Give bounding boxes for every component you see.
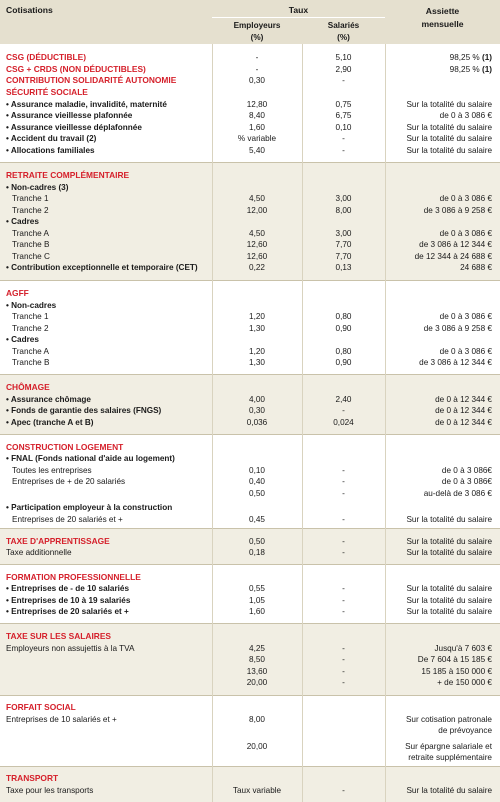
table-row [0, 606, 500, 618]
header-employeurs-unit: (%) [250, 33, 264, 42]
employee-rate: - [342, 678, 345, 687]
row-label: • Non-cadres [6, 300, 57, 310]
monthly-base [385, 346, 492, 358]
row-label: • FNAL (Fonds national d'aide au logement) [6, 454, 175, 463]
table-row [0, 346, 500, 358]
employee-rate: 0,90 [335, 323, 352, 333]
monthly-base-text: Sur la totalité du salaire [406, 536, 492, 546]
table-row [0, 417, 500, 429]
header-employeurs-label: Employeurs [233, 21, 281, 30]
table-row [0, 741, 500, 753]
monthly-base-text: retraite supplémentaire [408, 753, 492, 762]
table-row [0, 453, 500, 465]
table-row [0, 465, 500, 477]
row-label: • Assurance chômage [6, 394, 91, 404]
employee-rate: - [342, 785, 345, 795]
table-row [0, 442, 500, 454]
row-label: • Fonds de garantie des salaires (FNGS) [6, 406, 162, 415]
table-row [0, 75, 500, 87]
employer-rate: 1,05 [249, 595, 265, 605]
table-row [0, 595, 500, 607]
employer-rate: 0,22 [249, 263, 265, 272]
table-row [0, 64, 500, 76]
row-label: • Contribution exceptionnelle et temporaire (CET) [6, 263, 198, 272]
monthly-base [385, 64, 492, 76]
table-row [0, 323, 500, 335]
row-label: • Entreprises de 20 salariés et + [6, 607, 129, 616]
table-row [0, 52, 500, 64]
monthly-base-text: de 0 à 3 086€ [441, 477, 492, 486]
row-label: • Apec (tranche A et B) [6, 417, 94, 427]
employer-rate: 20,00 [246, 741, 268, 751]
employer-rate: 4,00 [249, 394, 265, 404]
row-label: Tranche B [12, 358, 50, 367]
table-row [0, 122, 500, 134]
monthly-base-text: de 3 086 à 9 258 € [423, 323, 492, 333]
monthly-base [385, 536, 492, 548]
row-label: Tranche C [12, 251, 50, 261]
employee-rate: - [342, 666, 345, 676]
table-row [0, 488, 500, 500]
employee-rate: - [342, 134, 345, 143]
row-label: • Cadres [6, 217, 39, 226]
row-label: RETRAITE COMPLÉMENTAIRE [6, 170, 130, 180]
row-label: Tranche 2 [12, 323, 49, 333]
employer-rate: 1,60 [249, 607, 265, 616]
employer-rate: 12,60 [246, 240, 268, 249]
monthly-base [385, 547, 492, 559]
divider [0, 766, 500, 767]
employee-rate: 7,70 [335, 240, 352, 249]
table-row [0, 394, 500, 406]
divider [0, 695, 500, 696]
monthly-base-text: Sur cotisation patronale [405, 714, 492, 724]
employee-rate: - [342, 536, 345, 546]
table-row [0, 170, 500, 182]
table-row [0, 714, 500, 726]
monthly-base [385, 465, 492, 477]
employer-rate: 20,00 [246, 678, 268, 687]
footnote-ref: (1) [479, 64, 492, 74]
monthly-base-text: Sur la totalité du salaire [406, 99, 492, 109]
row-label: TRANSPORT [6, 773, 59, 783]
monthly-base-text: de 0 à 3 086 € [439, 312, 492, 321]
employer-rate: 0,55 [249, 584, 265, 593]
row-label: • Assurance vieillesse déplafonnée [6, 122, 142, 132]
monthly-base-text: 98,25 % [449, 64, 480, 74]
divider [0, 623, 500, 624]
row-label: Tranche B [12, 240, 50, 249]
monthly-base-text: de 0 à 12 344 € [435, 417, 492, 427]
table-row [0, 405, 500, 417]
employee-rate: - [342, 465, 345, 475]
monthly-base [385, 110, 492, 122]
monthly-base [385, 595, 492, 607]
employer-rate: 8,00 [249, 714, 265, 724]
table-header [0, 0, 500, 44]
monthly-base [385, 417, 492, 429]
table-row [0, 547, 500, 559]
row-label: CSG (DÉDUCTIBLE) [6, 52, 87, 62]
employer-rate: 12,60 [246, 251, 268, 261]
employer-rate: 0,30 [249, 406, 265, 415]
header-salaries-label: Salariés [327, 21, 360, 30]
row-label: • Participation employeur à la construction [6, 503, 173, 512]
employer-rate: 0,30 [249, 76, 265, 85]
employee-rate: - [342, 145, 345, 155]
header-assiette [385, 5, 500, 31]
employee-rate: - [342, 76, 345, 85]
employer-rate: 1,30 [249, 358, 265, 367]
monthly-base-text: de 0 à 3 086 € [439, 228, 492, 238]
employee-rate: 0,90 [335, 358, 352, 367]
monthly-base [385, 583, 492, 595]
monthly-base [385, 741, 492, 753]
header-assiette-label: Assiette [425, 6, 460, 16]
monthly-base [385, 654, 492, 666]
monthly-base [385, 714, 492, 726]
employer-rate: 0,40 [249, 477, 265, 486]
row-label: Taxe additionnelle [6, 548, 72, 557]
employee-rate: 5,10 [335, 53, 352, 62]
employee-rate: 2,90 [335, 64, 352, 74]
table-row [0, 99, 500, 111]
table-row [0, 216, 500, 228]
table-row [0, 476, 500, 488]
employee-rate: 7,70 [335, 251, 352, 261]
employer-rate: 0,50 [249, 536, 265, 546]
employee-rate: 6,75 [335, 111, 352, 120]
row-label: CSG + CRDS (NON DÉDUCTIBLES) [6, 63, 146, 74]
table-row [0, 193, 500, 205]
employee-rate: 0,75 [335, 99, 352, 109]
table-row [0, 583, 500, 595]
row-label: • Entreprises de 10 à 19 salariés [6, 595, 131, 605]
row-label: • Non-cadres (3) [6, 182, 69, 192]
employee-rate: 3,00 [335, 228, 352, 238]
monthly-base-text: de 12 344 à 24 688 € [414, 251, 492, 261]
employee-rate: 0,80 [335, 312, 352, 321]
employer-rate: 12,80 [246, 99, 268, 109]
row-label: AGFF [6, 288, 29, 298]
table-row [0, 239, 500, 251]
employee-rate: - [342, 488, 345, 498]
monthly-base [385, 476, 492, 488]
employer-rate: 1,20 [249, 346, 265, 356]
table-row [0, 133, 500, 145]
row-label: SÉCURITÉ SOCIALE [6, 86, 88, 97]
monthly-base [385, 488, 492, 500]
table-row [0, 677, 500, 689]
employee-rate: 0,10 [335, 122, 352, 132]
monthly-base [385, 262, 492, 274]
table-row [0, 773, 500, 785]
row-label: • Assurance vieillesse plafonnée [6, 111, 133, 120]
header-employeurs [212, 20, 302, 44]
monthly-base-text: Sur la totalité du salaire [406, 145, 492, 155]
table-row [0, 785, 500, 797]
employer-rate: % variable [237, 134, 277, 143]
table-row [0, 357, 500, 369]
table-row [0, 251, 500, 263]
divider [0, 374, 500, 375]
employer-rate: 1,30 [249, 323, 265, 333]
employer-rate: 12,00 [246, 205, 268, 215]
table-row [0, 110, 500, 122]
table-row [0, 228, 500, 240]
row-label: • Assurance maladie, invalidité, maternité [6, 99, 167, 109]
employer-rate: 4,50 [249, 228, 265, 238]
monthly-base [385, 725, 492, 737]
row-label: TAXE D'APPRENTISSAGE [6, 535, 110, 546]
table-row [0, 300, 500, 312]
monthly-base-text: de 0 à 3 086 € [439, 111, 492, 120]
monthly-base-text: Sur la totalité du salaire [406, 584, 492, 593]
monthly-base-text: de 0 à 12 344 € [435, 406, 492, 415]
employer-rate: 4,25 [249, 643, 265, 653]
row-label: • Cadres [6, 335, 39, 344]
table-row [0, 631, 500, 643]
monthly-base-text: de prévoyance [438, 726, 492, 735]
monthly-base-text: Jusqu'à 7 603 € [434, 643, 492, 653]
monthly-base [385, 228, 492, 240]
row-label: Tranche 1 [12, 194, 49, 203]
table-row [0, 752, 500, 764]
employer-rate: 8,40 [249, 111, 265, 120]
monthly-base-text: de 0 à 12 344 € [435, 394, 492, 404]
row-label: FORMATION PROFESSIONNELLE [6, 571, 141, 582]
row-label: FORFAIT SOCIAL [6, 702, 76, 712]
monthly-base-text: Sur la totalité du salaire [406, 134, 492, 143]
monthly-base-text: De 7 604 à 15 185 € [417, 655, 492, 664]
employee-rate: 3,00 [335, 194, 352, 203]
employer-rate: - [255, 64, 259, 74]
employee-rate: - [342, 607, 345, 616]
monthly-base [385, 323, 492, 335]
monthly-base [385, 394, 492, 406]
monthly-base-text: de 3 086 à 12 344 € [419, 358, 492, 367]
monthly-base-text: + de 150 000 € [437, 678, 492, 687]
table-row [0, 572, 500, 584]
row-label: TAXE SUR LES SALAIRES [6, 630, 112, 641]
table-row [0, 334, 500, 346]
monthly-base-text: de 0 à 3 086 € [439, 346, 492, 356]
employer-rate: 0,45 [249, 514, 265, 524]
monthly-base-text: Sur la totalité du salaire [406, 122, 492, 132]
table-row [0, 702, 500, 714]
employer-rate: 5,40 [249, 145, 265, 155]
header-cotisations: Cotisations [6, 5, 53, 15]
divider [0, 528, 500, 529]
monthly-base-text: Sur la totalité du salaire [406, 595, 492, 605]
employee-rate: - [342, 406, 345, 415]
employer-rate: 0,18 [249, 548, 265, 557]
divider [0, 564, 500, 565]
monthly-base [385, 99, 492, 111]
monthly-base-text: Sur la totalité du salaire [406, 785, 492, 795]
row-label: CHÔMAGE [6, 382, 50, 392]
table-row [0, 182, 500, 194]
monthly-base [385, 145, 492, 157]
employee-rate: 2,40 [335, 394, 352, 404]
employee-rate: - [342, 595, 345, 605]
monthly-base-text: de 3 086 à 12 344 € [419, 240, 492, 249]
row-label: Employeurs non assujettis à la TVA [6, 643, 135, 653]
employer-rate: 13,60 [246, 666, 268, 676]
monthly-base-text: de 0 à 3 086€ [441, 465, 492, 475]
monthly-base [385, 193, 492, 205]
employee-rate: 0,80 [335, 346, 352, 356]
row-label: • Entreprises de - de 10 salariés [6, 584, 130, 593]
monthly-base [385, 666, 492, 678]
monthly-base [385, 205, 492, 217]
monthly-base [385, 405, 492, 417]
table-row [0, 654, 500, 666]
employee-rate: - [342, 655, 345, 664]
monthly-base [385, 514, 492, 526]
employee-rate: 0,024 [333, 417, 354, 427]
footnote-ref: (1) [479, 53, 492, 62]
monthly-base [385, 785, 492, 797]
monthly-base [385, 122, 492, 134]
employee-rate: - [342, 548, 345, 557]
row-label: Entreprises de + de 20 salariés [12, 477, 126, 486]
header-assiette-label-2: mensuelle [421, 19, 464, 29]
divider [0, 434, 500, 435]
employer-rate: - [255, 53, 259, 62]
employee-rate: 8,00 [335, 205, 352, 215]
monthly-base [385, 643, 492, 655]
header-salaries-unit: (%) [337, 33, 350, 42]
monthly-base-text: 98,25 % [449, 53, 480, 62]
table-row [0, 87, 500, 99]
employer-rate: 0,10 [249, 465, 265, 475]
table-row [0, 514, 500, 526]
table-row [0, 262, 500, 274]
monthly-base-text: 15 185 à 150 000 € [421, 666, 492, 676]
row-label: Entreprises de 10 salariés et + [6, 714, 117, 724]
row-label: • Accident du travail (2) [6, 134, 97, 143]
row-label: Entreprises de 20 salariés et + [12, 514, 123, 524]
employer-rate: 0,50 [249, 488, 265, 498]
monthly-base [385, 357, 492, 369]
monthly-base [385, 752, 492, 764]
header-salaries [302, 20, 385, 44]
monthly-base [385, 133, 492, 145]
table-row [0, 288, 500, 300]
row-label: CONTRIBUTION SOLIDARITÉ AUTONOMIE [6, 75, 177, 85]
employer-rate: 0,036 [246, 417, 268, 427]
table-row [0, 311, 500, 323]
monthly-base-text: 24 688 € [460, 263, 492, 272]
monthly-base-text: Sur la totalité du salaire [406, 607, 492, 616]
monthly-base-text: Sur la totalité du salaire [406, 548, 492, 557]
table-row [0, 502, 500, 514]
table-row [0, 643, 500, 655]
table-row [0, 382, 500, 394]
monthly-base-text: au-delà de 3 086 € [423, 488, 492, 498]
monthly-base-text: de 0 à 3 086 € [439, 194, 492, 203]
row-label: • Allocations familiales [6, 145, 95, 155]
employer-rate: Taux variable [232, 785, 282, 795]
monthly-base [385, 606, 492, 618]
monthly-base-text: de 3 086 à 9 258 € [423, 205, 492, 215]
employer-rate: 8,50 [249, 655, 265, 664]
employer-rate: 1,60 [249, 122, 265, 132]
monthly-base [385, 239, 492, 251]
employer-rate: 1,20 [249, 312, 265, 321]
row-label: Tranche A [12, 228, 50, 238]
table-row [0, 536, 500, 548]
employee-rate: - [342, 514, 345, 524]
employee-rate: 0,13 [335, 263, 352, 272]
row-label: Tranche 1 [12, 312, 49, 321]
employer-rate: 4,50 [249, 194, 265, 203]
table-row [0, 725, 500, 737]
monthly-base [385, 52, 492, 64]
table-row [0, 205, 500, 217]
monthly-base-text: Sur épargne salariale et [405, 741, 492, 751]
monthly-base [385, 311, 492, 323]
row-label: Tranche 2 [12, 205, 49, 215]
divider [0, 162, 500, 163]
employee-rate: - [342, 477, 345, 486]
monthly-base-text: Sur la totalité du salaire [406, 514, 492, 524]
employee-rate: - [342, 584, 345, 593]
row-label: Toutes les entreprises [12, 465, 92, 475]
row-label: Taxe pour les transports [6, 785, 94, 795]
table-row [0, 145, 500, 157]
header-divider [212, 17, 385, 18]
row-label: CONSTRUCTION LOGEMENT [6, 441, 124, 452]
monthly-base [385, 677, 492, 689]
employee-rate: - [342, 643, 345, 653]
monthly-base [385, 251, 492, 263]
table-row [0, 666, 500, 678]
divider [0, 280, 500, 281]
header-taux: Taux [288, 5, 309, 15]
row-label: Tranche A [12, 346, 50, 356]
